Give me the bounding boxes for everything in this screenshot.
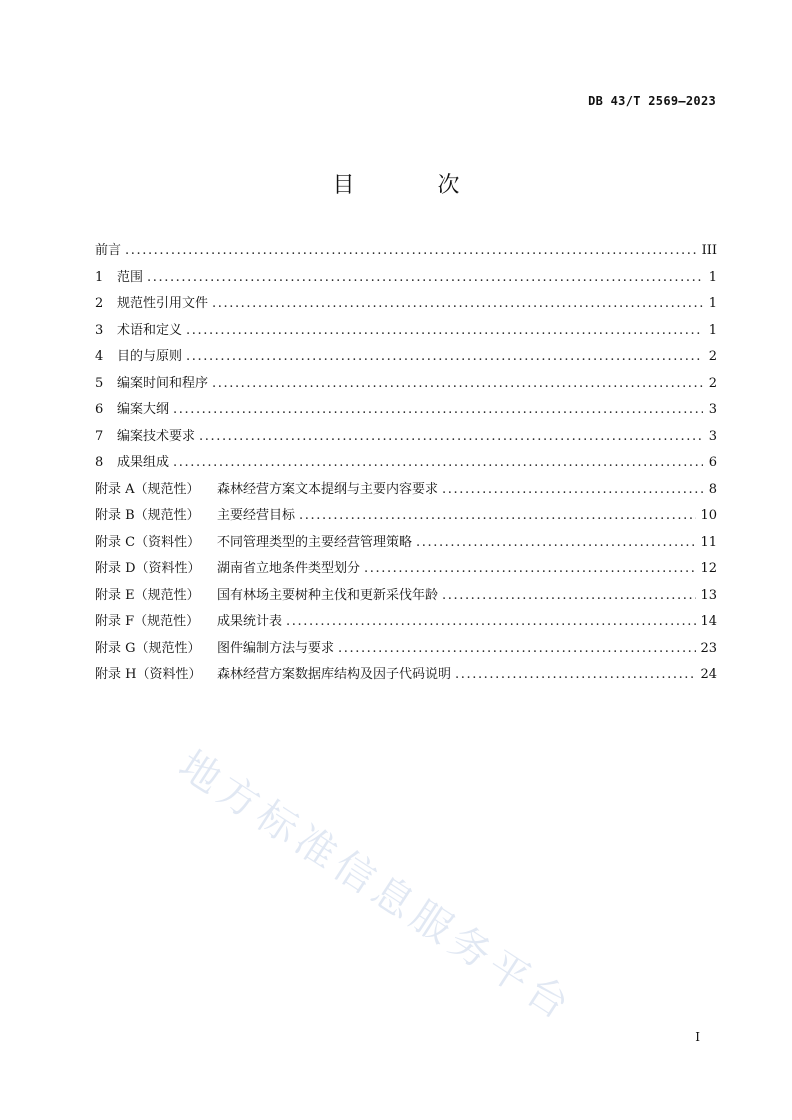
toc-appendix-page: 13 (700, 587, 717, 603)
toc-appendix-page: 12 (700, 561, 717, 576)
page-number: I (695, 1030, 700, 1044)
toc-appendix-d[interactable] (95, 556, 717, 583)
toc-appendix-c[interactable] (95, 530, 717, 557)
dot-leader (186, 318, 703, 345)
toc-entry-number: 7 (95, 428, 104, 444)
toc-appendix-label: 森林经营方案文本提纲与主要内容要求 (217, 481, 439, 497)
toc-entry-5[interactable] (95, 371, 717, 398)
toc-appendix-label: 成果统计表 (217, 614, 283, 629)
toc-entry-page: 3 (708, 402, 717, 417)
toc-entry-page: III (701, 243, 717, 258)
toc-entry-page: 1 (708, 322, 717, 338)
dot-leader (125, 238, 698, 265)
toc-appendix-e[interactable] (95, 583, 717, 610)
toc-entry-label: 规范性引用文件 (117, 296, 209, 311)
toc-entry-number: 3 (95, 322, 104, 338)
toc-appendix-page: 24 (700, 667, 717, 682)
toc-appendix-label: 图件编制方法与要求 (217, 640, 335, 656)
toc-entry-7[interactable] (95, 424, 717, 451)
dot-leader (416, 530, 696, 557)
toc-entry-6[interactable] (95, 397, 717, 424)
toc-entry-page: 3 (708, 428, 717, 444)
toc-appendix-prefix: 附录 C（资料性） (95, 534, 201, 550)
toc-entry-label: 目的与原则 (117, 349, 183, 364)
toc-appendix-label: 不同管理类型的主要经营管理策略 (217, 534, 413, 550)
dot-leader (173, 450, 703, 477)
toc-entry-label: 编案大纲 (117, 402, 170, 417)
toc-appendix-prefix: 附录 D（资料性） (95, 561, 201, 576)
toc-entry-label: 范围 (117, 269, 144, 285)
toc-entry-1[interactable] (95, 265, 717, 292)
toc-appendix-prefix: 附录 F（规范性） (95, 614, 200, 629)
dot-leader (199, 424, 703, 451)
toc-appendix-page: 14 (700, 614, 717, 629)
toc-entry-page: 2 (708, 349, 717, 364)
toc-entry-number: 2 (95, 296, 104, 311)
toc-entry-page: 2 (708, 375, 717, 391)
dot-leader (442, 477, 703, 504)
toc-entry-number: 6 (95, 402, 104, 417)
toc-appendix-label: 国有林场主要树种主伐和更新采伐年龄 (217, 587, 439, 603)
dot-leader (442, 583, 696, 610)
dot-leader (173, 397, 703, 424)
toc-appendix-prefix: 附录 A（规范性） (95, 481, 200, 497)
toc-entry-8[interactable] (95, 450, 717, 477)
dot-leader (212, 371, 703, 398)
toc-entry-3[interactable] (95, 318, 717, 345)
dot-leader (338, 636, 696, 663)
toc-entry-number: 4 (95, 349, 104, 364)
toc-entry-2[interactable] (95, 291, 717, 318)
toc-appendix-b[interactable] (95, 503, 717, 530)
toc-appendix-f[interactable] (95, 609, 717, 636)
toc-entry-foreword[interactable] (95, 238, 717, 265)
toc-appendix-page: 10 (700, 508, 717, 523)
toc-entry-label: 编案时间和程序 (117, 375, 209, 391)
toc-entry-number: 8 (95, 455, 104, 470)
page-title: 目 次 (332, 173, 498, 198)
toc-entry-number: 1 (95, 269, 104, 285)
toc-entry-label: 成果组成 (117, 455, 170, 470)
dot-leader (299, 503, 696, 530)
toc-entry-label: 编案技术要求 (117, 428, 196, 444)
toc-entry-page: 6 (708, 455, 717, 470)
toc-appendix-label: 主要经营目标 (217, 508, 296, 523)
dot-leader (286, 609, 696, 636)
toc-appendix-label: 森林经营方案数据库结构及因子代码说明 (217, 667, 452, 682)
toc-entry-label: 前言 (95, 243, 122, 258)
dot-leader (186, 344, 703, 371)
dot-leader (455, 662, 696, 689)
toc-entry-page: 1 (708, 269, 717, 285)
toc-entry-4[interactable] (95, 344, 717, 371)
toc-entry-label: 术语和定义 (117, 322, 183, 338)
dot-leader (147, 265, 703, 292)
toc-appendix-page: 8 (708, 481, 717, 497)
watermark: 地方标准信息服务平台 (170, 742, 582, 1032)
toc-appendix-page: 11 (700, 534, 717, 550)
document-id: DB 43/T 2569—2023 (588, 94, 716, 108)
toc-appendix-page: 23 (700, 640, 717, 656)
toc-appendix-g[interactable] (95, 636, 717, 663)
toc-appendix-a[interactable] (95, 477, 717, 504)
toc-appendix-prefix: 附录 B（规范性） (95, 508, 200, 523)
toc-entry-page: 1 (708, 296, 717, 311)
toc-appendix-label: 湖南省立地条件类型划分 (217, 561, 361, 576)
toc-appendix-h[interactable] (95, 662, 717, 689)
dot-leader (364, 556, 696, 583)
toc-appendix-prefix: 附录 H（资料性） (95, 667, 202, 682)
toc-entry-number: 5 (95, 375, 104, 391)
table-of-contents (95, 238, 717, 689)
dot-leader (212, 291, 703, 318)
toc-appendix-prefix: 附录 E（规范性） (95, 587, 200, 603)
toc-appendix-prefix: 附录 G（规范性） (95, 640, 201, 656)
